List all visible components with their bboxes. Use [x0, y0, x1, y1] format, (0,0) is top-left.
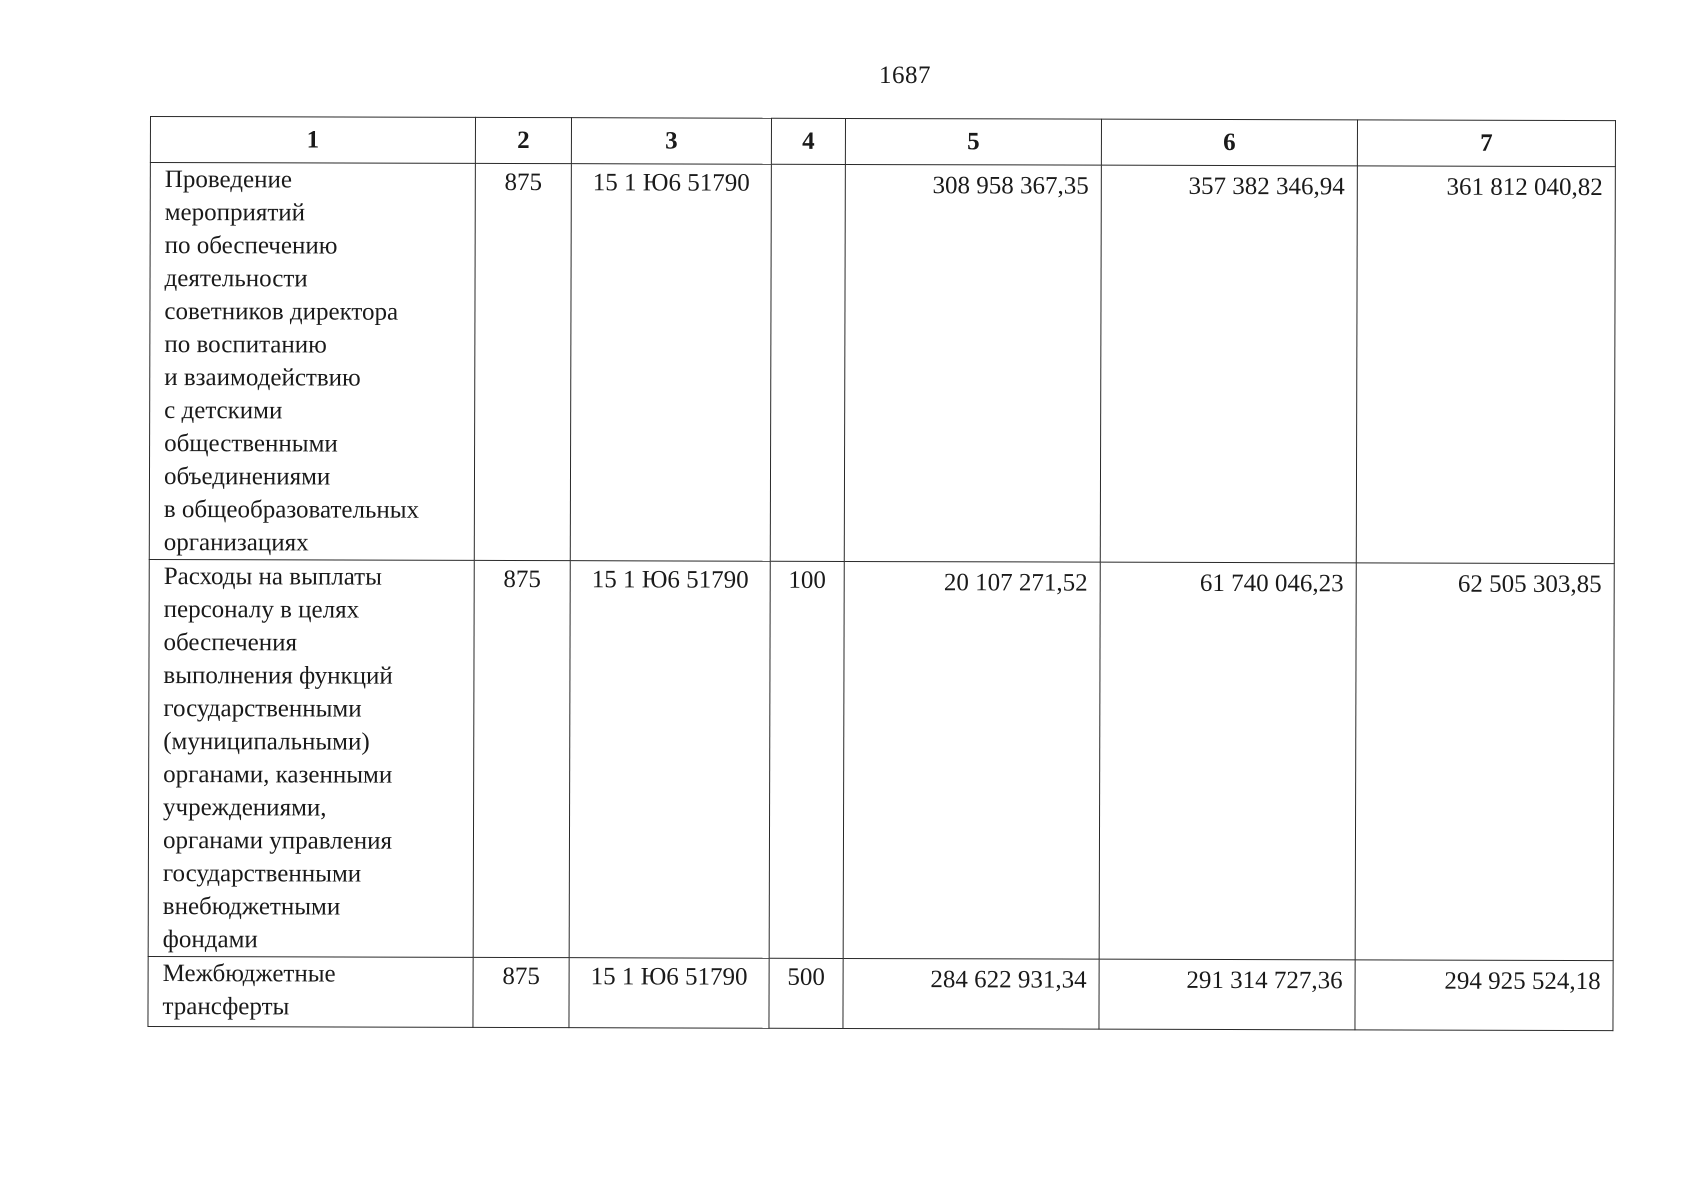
row-name-line: Проведение — [164, 166, 293, 194]
row-name-line: трансферты — [162, 993, 290, 1021]
target-article-cell: 15 1 Ю6 51790 — [569, 958, 769, 1029]
admin-code-cell: 875 — [473, 560, 570, 957]
target-article-cell: 15 1 Ю6 51790 — [569, 561, 770, 959]
table-row — [148, 956, 1613, 1030]
column-header: 2 — [475, 117, 571, 163]
amount-col6-cell: 357 382 346,94 — [1100, 165, 1357, 563]
row-name-line: по воспитанию — [164, 331, 327, 359]
amount-col5-cell: 284 622 931,34 — [843, 958, 1099, 1029]
row-name-line: выполнения функций — [163, 662, 393, 690]
row-name-line: персоналу в целях — [163, 596, 360, 624]
admin-code-cell: 875 — [473, 957, 569, 1027]
column-header: 6 — [1101, 119, 1357, 166]
row-name-line: объединениями — [163, 463, 331, 491]
table-row — [149, 163, 1615, 564]
amount-col5-cell: 20 107 271,52 — [843, 561, 1100, 959]
amount-col5-cell: 308 958 367,35 — [844, 164, 1101, 562]
row-name-line: фондами — [162, 926, 258, 954]
column-header: 1 — [150, 117, 475, 164]
row-name-line: общественными — [164, 430, 338, 458]
row-name-line: внебюджетными — [162, 893, 341, 921]
row-name-cell — [148, 559, 474, 957]
expense-type-cell: 500 — [769, 958, 843, 1028]
expense-type-cell: 100 — [769, 561, 844, 958]
admin-code-cell: 875 — [474, 163, 571, 560]
row-name-line: обеспечения — [163, 629, 298, 657]
table-row — [148, 559, 1614, 960]
row-name-line: (муниципальными) — [163, 728, 370, 756]
row-name-line: по обеспечению — [164, 232, 338, 260]
row-name-line: Расходы на выплаты — [163, 563, 382, 591]
row-name-cell — [149, 163, 475, 561]
row-name-line: мероприятий — [164, 199, 306, 227]
row-name-line: органами, казенными — [163, 761, 393, 789]
row-name-cell — [148, 956, 473, 1027]
row-name-line: государственными — [163, 695, 362, 723]
amount-col7-cell: 294 925 524,18 — [1355, 960, 1613, 1031]
column-header: 3 — [571, 118, 771, 165]
page-number: 1687 — [879, 62, 931, 89]
row-name-line: деятельности — [164, 265, 308, 293]
row-name-line: в общеобразовательных — [163, 496, 420, 524]
amount-col6-cell: 61 740 046,23 — [1099, 562, 1356, 960]
amount-col7-cell: 361 812 040,82 — [1356, 166, 1615, 564]
table-header-row — [150, 117, 1615, 167]
row-name-line: органами управления — [162, 827, 393, 855]
row-name-line: советников директора — [164, 298, 399, 326]
budget-table — [147, 116, 1616, 1031]
row-name-line: и взаимодействию — [164, 364, 361, 392]
column-header: 4 — [771, 118, 845, 164]
amount-col7-cell: 62 505 303,85 — [1355, 563, 1614, 961]
row-name-line: учреждениями, — [163, 794, 327, 822]
row-name-line: государственными — [162, 860, 362, 888]
row-name-line: Межбюджетные — [162, 960, 336, 988]
column-header: 7 — [1357, 120, 1615, 167]
row-name-line: с детскими — [164, 397, 283, 425]
expense-type-cell — [770, 164, 845, 561]
column-header: 5 — [845, 118, 1101, 165]
row-name-line: организациях — [163, 529, 309, 557]
target-article-cell: 15 1 Ю6 51790 — [570, 164, 771, 562]
amount-col6-cell: 291 314 727,36 — [1099, 959, 1355, 1030]
